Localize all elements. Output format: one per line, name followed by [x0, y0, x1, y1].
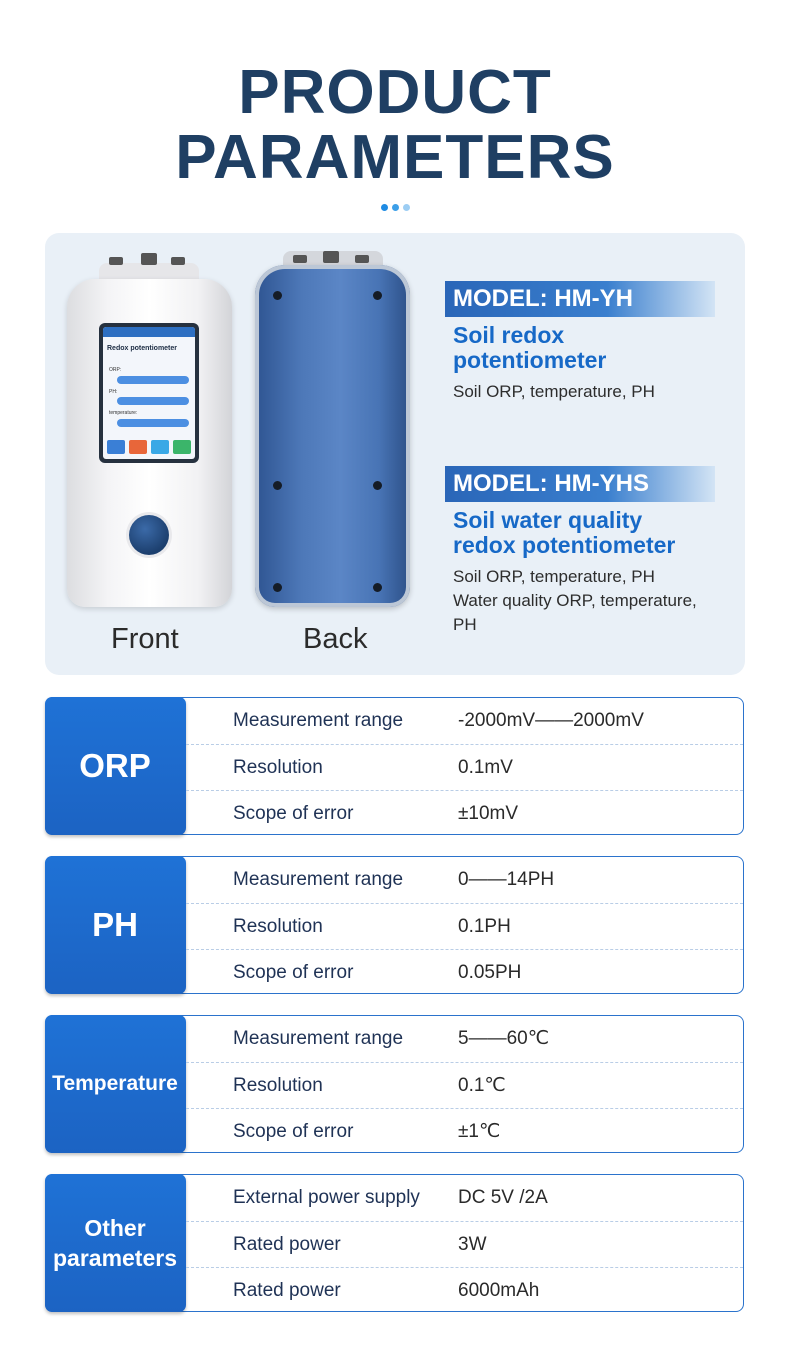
spec-table-orp: [45, 697, 744, 835]
model-description-line1: Soil ORP, temperature, PH: [453, 567, 655, 586]
screen-value-bar: [117, 419, 189, 427]
screen-button-icon: [151, 440, 169, 454]
model-name-line1: Soil redox: [453, 322, 565, 348]
screw-icon: [373, 291, 382, 300]
spec-value: 3W: [458, 1234, 487, 1255]
spec-category-line2: parameters: [52, 1244, 178, 1271]
table-row: [186, 949, 743, 995]
table-row: [186, 857, 743, 902]
spec-value: DC 5V /2A: [458, 1187, 548, 1208]
device-screen: [99, 323, 199, 463]
dot-icon: [403, 204, 410, 211]
model-description-line3: PH: [453, 615, 477, 634]
title-line-2: PARAMETERS: [175, 123, 615, 192]
decorative-dots: [0, 198, 790, 206]
table-row: [186, 1175, 743, 1220]
spec-key: Scope of error: [233, 1121, 354, 1142]
screw-icon: [273, 481, 282, 490]
spec-key: Rated power: [233, 1280, 341, 1301]
screen-label-ph: PH:: [109, 389, 118, 395]
connector-icon: [171, 257, 185, 265]
spec-key: Measurement range: [233, 710, 404, 731]
dot-icon: [381, 204, 388, 211]
spec-value: 6000mAh: [458, 1280, 540, 1301]
product-panel: [45, 233, 745, 675]
screw-icon: [373, 583, 382, 592]
spec-category: Temperature: [45, 1015, 186, 1153]
screen-label-orp: ORP:: [109, 367, 122, 373]
back-caption: Back: [303, 623, 368, 655]
table-row: [186, 1062, 743, 1108]
spec-table-ph: [45, 856, 744, 994]
table-row: [186, 790, 743, 836]
dot-icon: [392, 204, 399, 211]
spec-value: ±1℃: [458, 1121, 501, 1142]
device-front-image: [67, 253, 232, 608]
power-button-icon: [129, 515, 169, 555]
device-back-image: [255, 251, 410, 613]
model-name-line2: redox potentiometer: [453, 532, 676, 558]
screw-icon: [273, 291, 282, 300]
screen-button-icon: [107, 440, 125, 454]
spec-key: Measurement range: [233, 869, 404, 890]
table-row: [186, 744, 743, 790]
spec-value: 0——14PH: [458, 869, 555, 890]
screen-value-bar: [117, 397, 189, 405]
spec-value: 0.1℃: [458, 1075, 506, 1096]
spec-value: -2000mV——2000mV: [458, 710, 644, 731]
spec-value: 0.05PH: [458, 962, 522, 983]
screen-button-icon: [173, 440, 191, 454]
front-caption: Front: [111, 623, 179, 655]
table-row: [186, 903, 743, 949]
spec-category: [45, 1174, 186, 1312]
model-label-hm-yhs: MODEL: HM-YHS: [445, 466, 715, 502]
spec-key: Scope of error: [233, 803, 354, 824]
model-name-line2: potentiometer: [453, 347, 607, 373]
spec-key: Resolution: [233, 757, 323, 778]
spec-value: 0.1mV: [458, 757, 513, 778]
connector-icon: [355, 255, 369, 263]
spec-key: Measurement range: [233, 1028, 404, 1049]
screw-icon: [373, 481, 382, 490]
model-description: Soil ORP, temperature, PH: [453, 382, 655, 401]
table-row: [186, 698, 743, 743]
screen-value-bar: [117, 376, 189, 384]
spec-key: External power supply: [233, 1187, 420, 1208]
spec-table-temperature: [45, 1015, 744, 1153]
connector-icon: [293, 255, 307, 263]
spec-value: 0.1PH: [458, 916, 511, 937]
table-row: [186, 1016, 743, 1061]
table-row: [186, 1267, 743, 1313]
model-label-hm-yh: MODEL: HM-YH: [445, 281, 715, 317]
spec-category: ORP: [45, 697, 186, 835]
spec-value: 5——60℃: [458, 1028, 550, 1049]
spec-table-other: [45, 1174, 744, 1312]
title-line-1: PRODUCT: [238, 58, 552, 127]
spec-key: Scope of error: [233, 962, 354, 983]
spec-value: ±10mV: [458, 803, 519, 824]
spec-key: Resolution: [233, 916, 323, 937]
spec-key: Rated power: [233, 1234, 341, 1255]
spec-key: Resolution: [233, 1075, 323, 1096]
screw-icon: [273, 583, 282, 592]
screen-label-temperature: temperature:: [109, 410, 138, 416]
table-row: [186, 1221, 743, 1267]
model-description-line2: Water quality ORP, temperature,: [453, 591, 697, 610]
screen-status-bar: [103, 327, 195, 337]
spec-category: PH: [45, 856, 186, 994]
connector-icon: [141, 253, 157, 265]
screen-button-icon: [129, 440, 147, 454]
device-rim: [255, 265, 410, 607]
model-name-line1: Soil water quality: [453, 507, 643, 533]
spec-category-line1: Other: [84, 1214, 146, 1241]
screen-title: Redox potentiometer: [107, 345, 178, 352]
connector-icon: [109, 257, 123, 265]
table-row: [186, 1108, 743, 1154]
connector-icon: [323, 251, 339, 263]
